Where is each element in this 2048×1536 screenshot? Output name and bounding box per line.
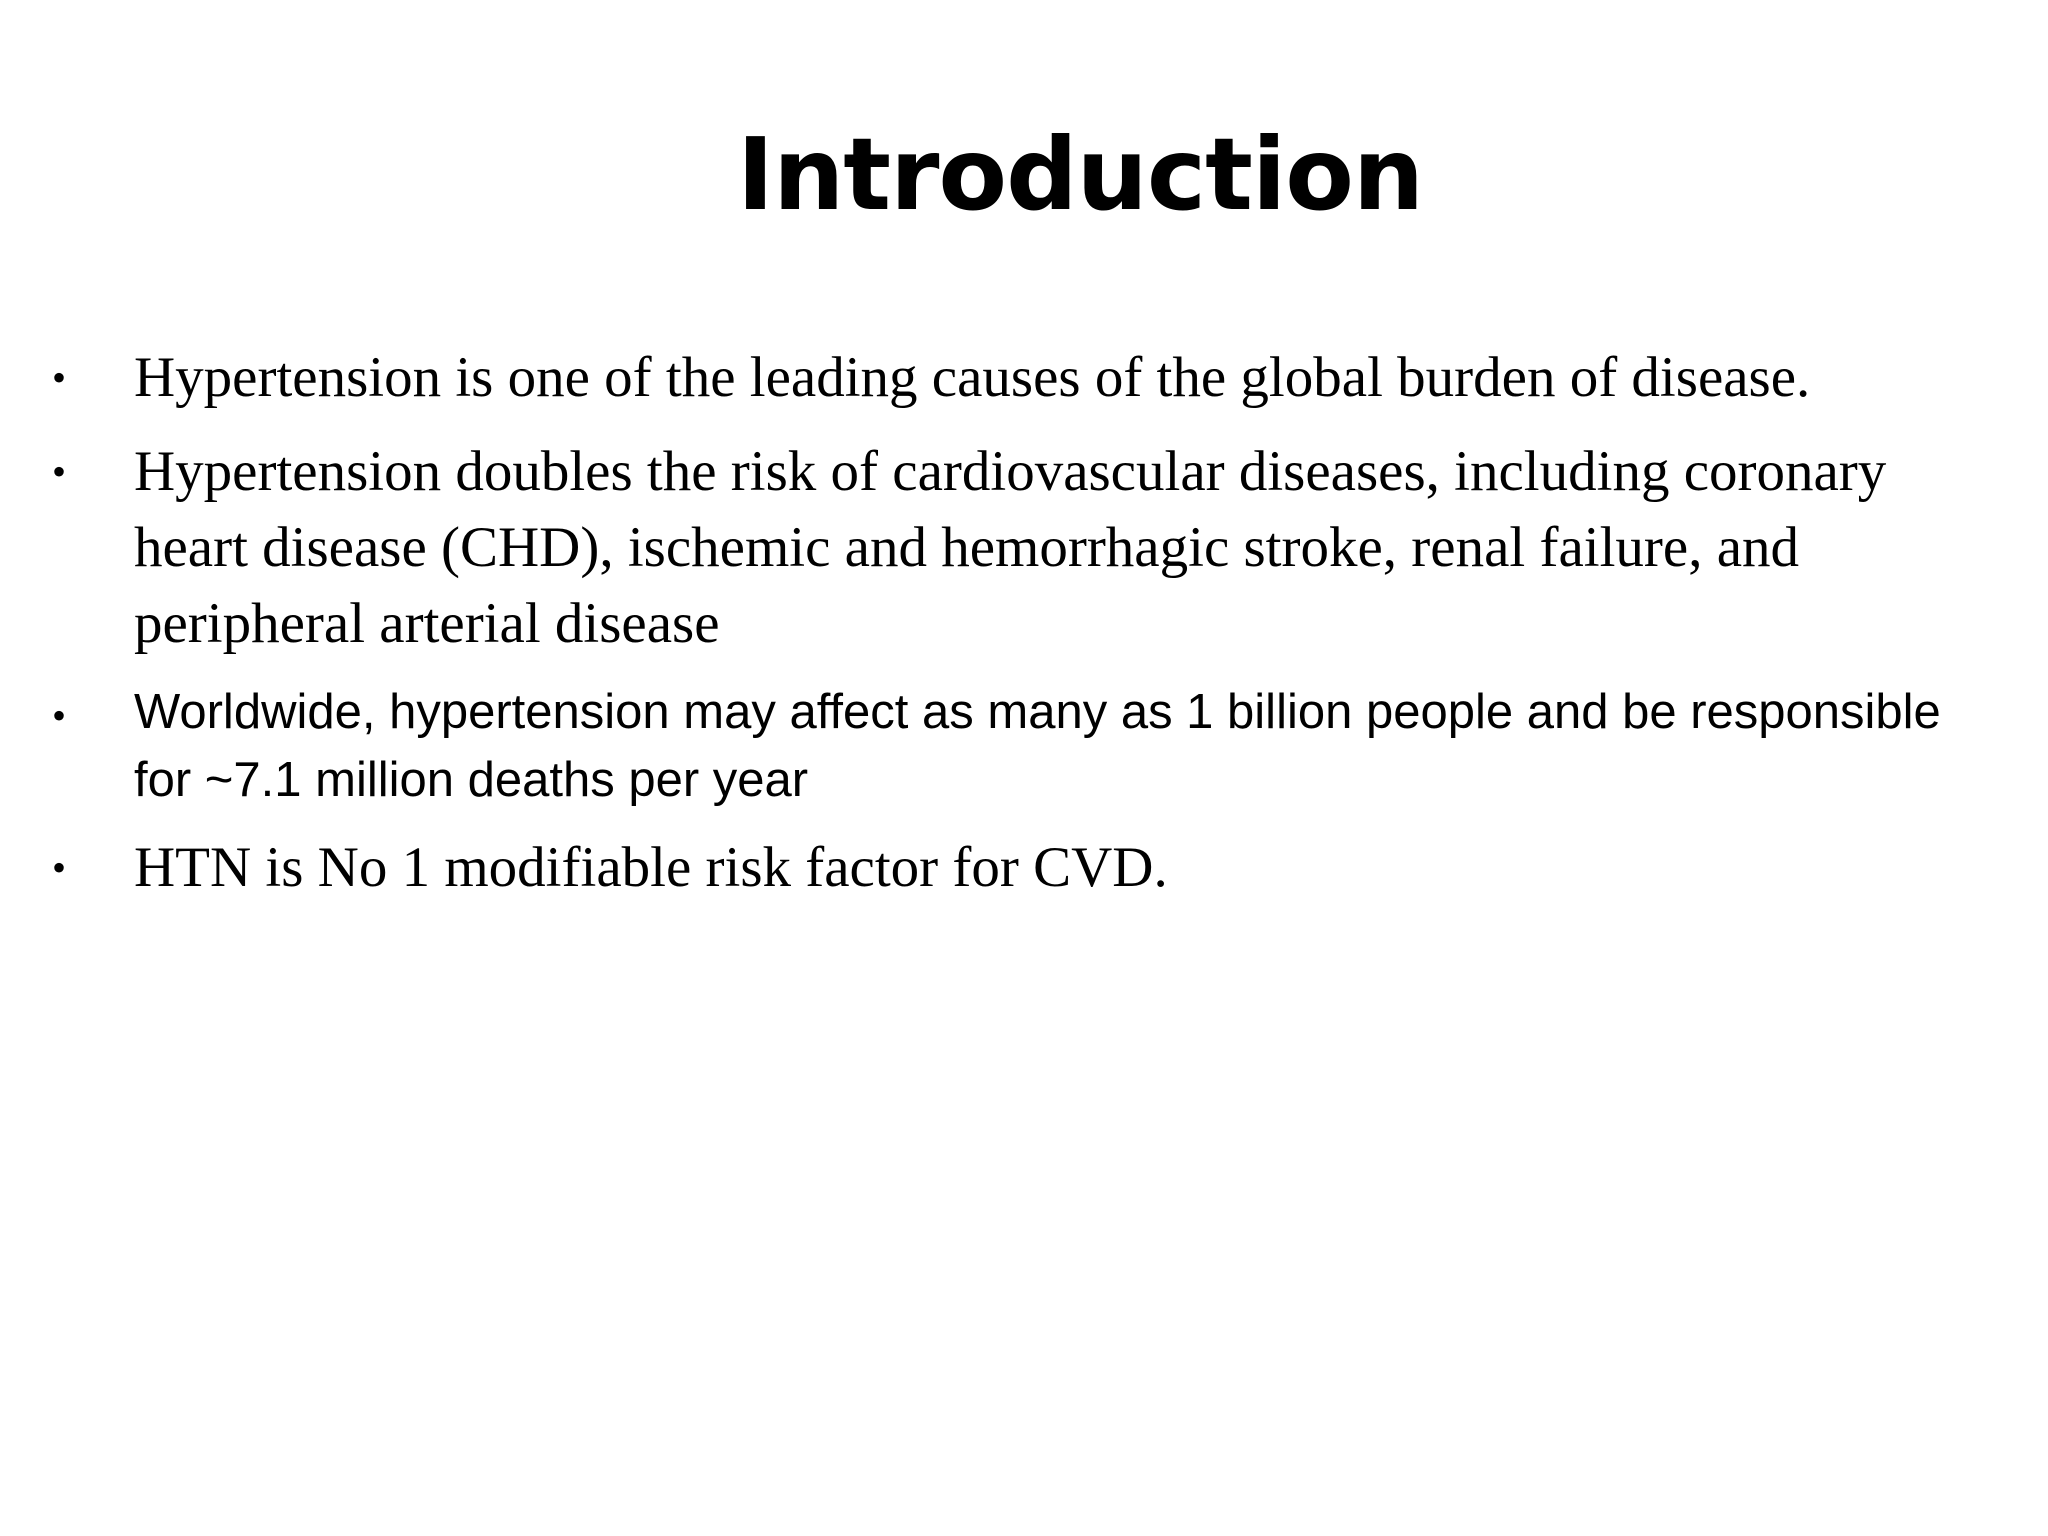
bullet-marker: • [52, 845, 67, 890]
bullet-text: Worldwide, hypertension may affect as many as 1 billion people and be responsible for ~7.1 million deaths per year [134, 685, 1941, 807]
slide-title: Introduction [736, 116, 1424, 233]
bullet-text: Hypertension is one of the leading causes of the global burden of disease. [134, 346, 1811, 409]
bullet-marker: • [52, 449, 67, 494]
bullet-marker: • [52, 355, 67, 400]
bullet-marker: • [52, 693, 67, 738]
bullet-text: HTN is No 1 modifiable risk factor for CVD. [134, 836, 1168, 899]
bullet-text: Hypertension doubles the risk of cardiovascular diseases, including coronary heart disease (CHD), ischemic and hemorrhagic stroke, renal failure, and peripheral arterial disease [134, 440, 1887, 655]
